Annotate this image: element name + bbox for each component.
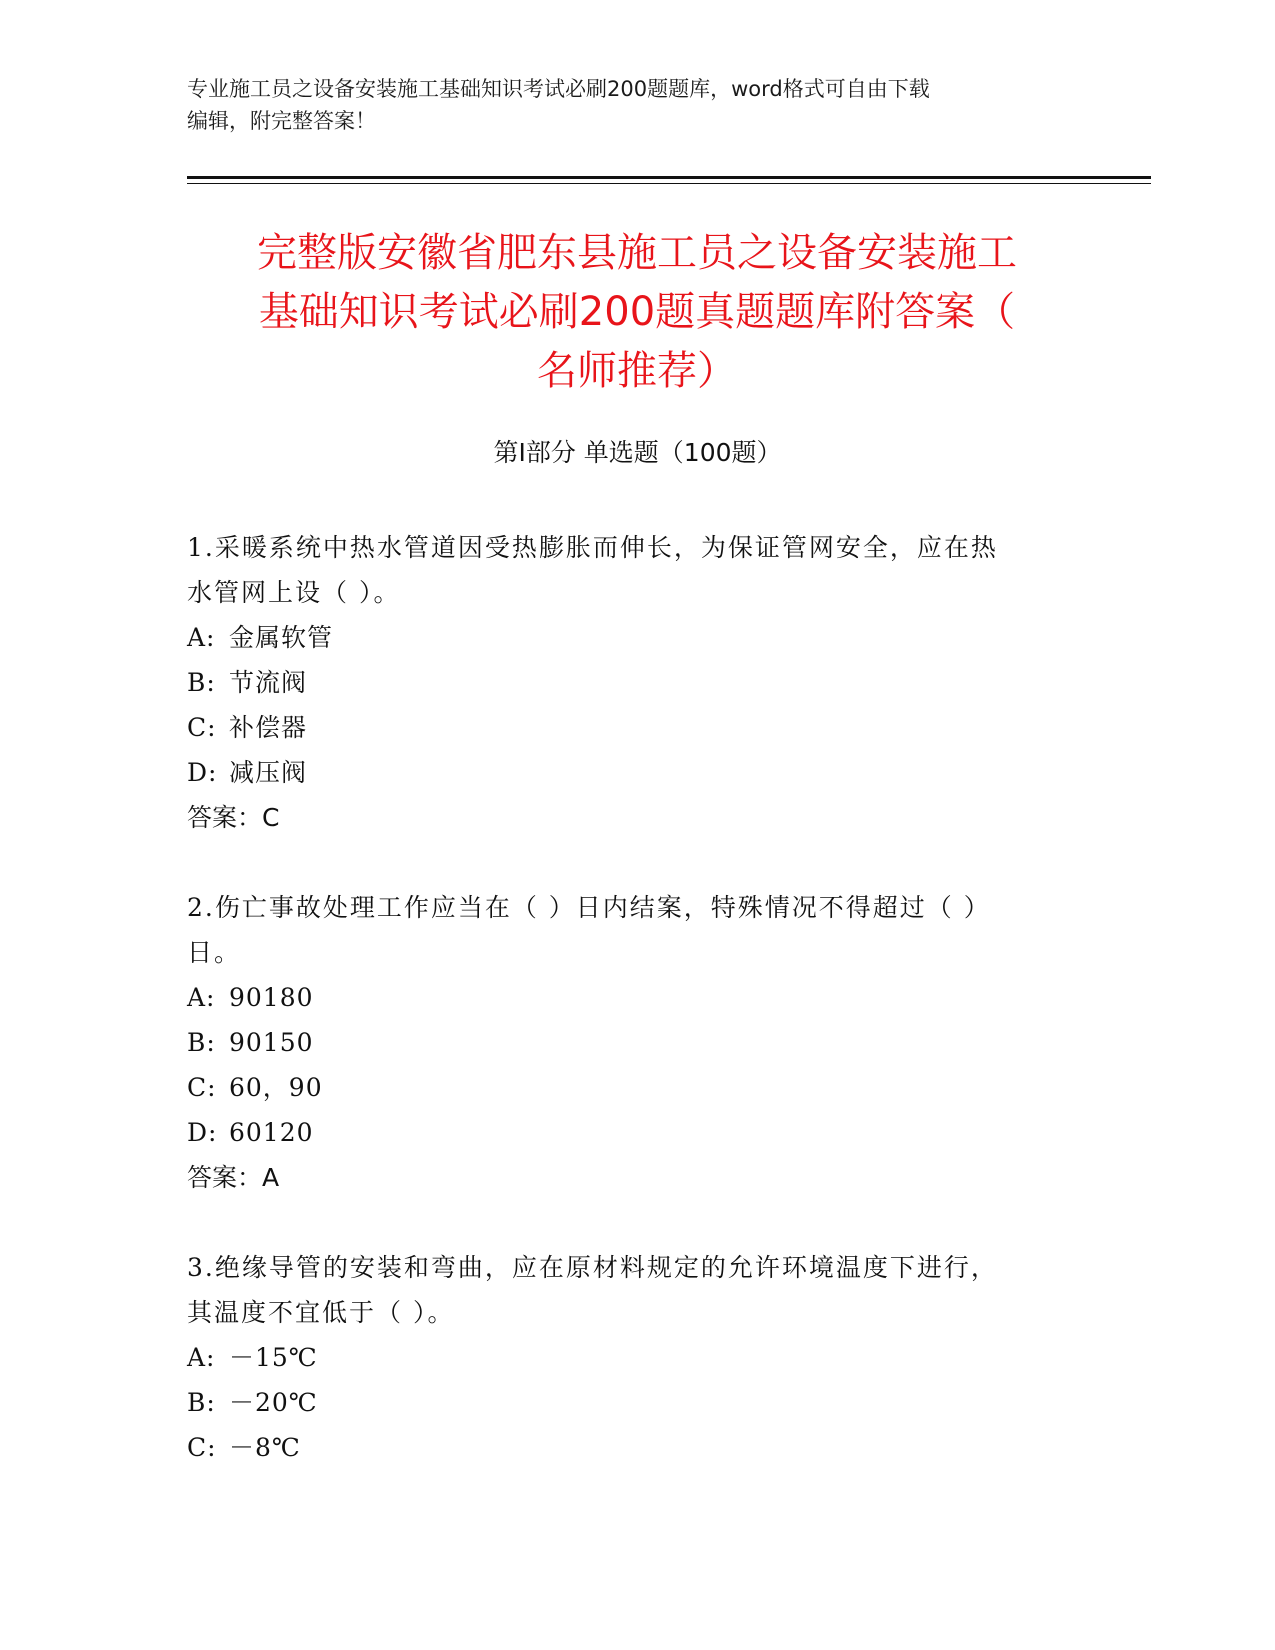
option-text: 减压阀 (229, 758, 308, 787)
question-3 (187, 1245, 1057, 1470)
question-2-stem-line-1: 2.伤亡事故处理工作应当在（ ）日内结案，特殊情况不得超过（ ） (187, 893, 991, 922)
question-1-option-b (187, 660, 1057, 705)
option-key: B: (187, 1388, 216, 1417)
header-note-line-2: 编辑，附完整答案！ (187, 109, 376, 133)
option-key: A: (187, 983, 216, 1012)
document-title-line-2: 基础知识考试必刷200题真题题库附答案（ (258, 289, 1016, 335)
question-1-option-d (187, 750, 1057, 795)
option-text: －15℃ (229, 1343, 318, 1372)
question-1-stem-line-2: 水管网上设（ ）。 (187, 578, 401, 607)
option-key: D: (187, 1118, 218, 1147)
option-text: 补偿器 (229, 713, 308, 742)
option-key: A: (187, 1343, 216, 1372)
option-text: －8℃ (229, 1433, 301, 1462)
question-1 (187, 525, 1057, 840)
option-key: A: (187, 623, 216, 652)
question-3-option-b (187, 1380, 1057, 1425)
question-2-option-d (187, 1110, 1057, 1155)
header-note-line-1: 专业施工员之设备安装施工基础知识考试必刷200题题库，word格式可自由下载 (187, 77, 930, 101)
question-2-option-c (187, 1065, 1057, 1110)
option-text: 节流阀 (229, 668, 308, 697)
question-2-stem-line-2: 日。 (187, 938, 242, 967)
question-3-stem-line-1: 3.绝缘导管的安装和弯曲，应在原材料规定的允许环境温度下进行， (187, 1253, 998, 1282)
question-list (187, 525, 1057, 1515)
question-3-stem-line-2: 其温度不宜低于（ ）。 (187, 1298, 455, 1327)
question-3-option-c (187, 1425, 1057, 1470)
document-title-line-3: 名师推荐） (537, 348, 737, 394)
document-title-line-1: 完整版安徽省肥东县施工员之设备安装施工 (257, 230, 1017, 276)
question-2-option-a (187, 975, 1057, 1020)
option-key: C: (187, 1073, 217, 1102)
option-text: －20℃ (229, 1388, 318, 1417)
option-key: C: (187, 1433, 217, 1462)
option-key: B: (187, 1028, 216, 1057)
option-text: 90180 (229, 983, 314, 1012)
option-text: 90150 (229, 1028, 314, 1057)
question-3-option-a (187, 1335, 1057, 1380)
option-key: C: (187, 713, 217, 742)
header-divider-thick (187, 176, 1151, 179)
question-2-option-b (187, 1020, 1057, 1065)
document-title (187, 224, 1087, 401)
option-text: 金属软管 (229, 623, 334, 652)
question-2-answer: 答案：A (187, 1163, 280, 1192)
question-2 (187, 885, 1057, 1200)
question-1-option-a (187, 615, 1057, 660)
question-1-stem-line-1: 1.采暖系统中热水管道因受热膨胀而伸长，为保证管网安全，应在热 (187, 533, 998, 562)
header-note (187, 73, 1067, 137)
option-text: 60120 (229, 1118, 314, 1147)
question-1-option-c (187, 705, 1057, 750)
header-divider-thin (187, 183, 1151, 184)
option-key: D: (187, 758, 218, 787)
section-title: 第Ⅰ部分 单选题（100题） (493, 438, 782, 467)
option-key: B: (187, 668, 216, 697)
question-1-answer: 答案：C (187, 803, 280, 832)
option-text: 60，90 (229, 1073, 323, 1102)
